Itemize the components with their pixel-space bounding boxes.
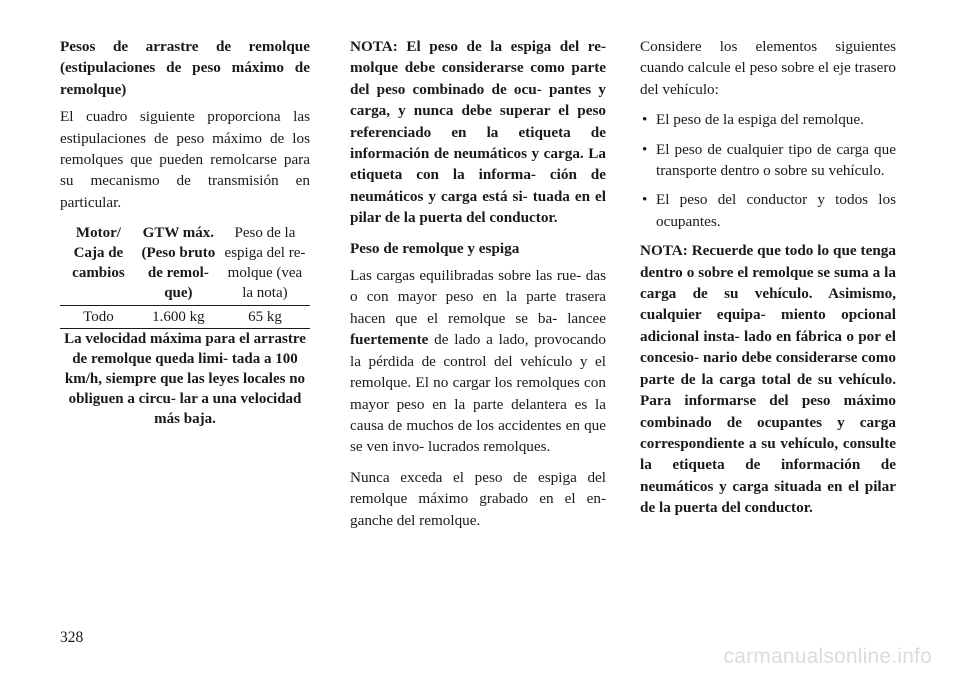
column-left: [60, 36, 310, 429]
table-cell-engine: Todo: [60, 306, 137, 329]
load-balance-text-end: de lado a lado, provocando la pérdida de control del vehículo y el remolque. El no cargar los remolques con mayor peso en la parte delantera es la causa de muchos de los accidentes en que se ven invo- lucrados remolques.: [350, 331, 606, 456]
site-watermark: carmanualsonline.info: [723, 645, 932, 668]
list-item: • El peso de la espiga del remolque.: [640, 109, 896, 130]
column-middle: [350, 36, 606, 540]
section-heading-trailer-weights: Pesos de arrastre de remolque (estipulaciones de peso máximo de remolque): [60, 38, 310, 98]
note-total-load: NOTA: Recuerde que todo lo que tenga dentro o sobre el remolque se suma a la carga de su vehículo. Asimismo, cualquier equipa- miento opcional adicional insta- lado en fábrica o por el concesio- nario debe considerarse como parte de la carga total de su vehículo. Para informarse del peso máximo combinado de ocupantes y carga correspondiente a su vehículo, consulte la etiqueta de información de neumáticos y carga situada en el pilar de la puerta del conductor.: [640, 242, 896, 517]
table-row: [60, 306, 310, 329]
table-cell-tongue-weight: 65 kg: [220, 306, 310, 329]
note-tongue-weight: NOTA: El peso de la espiga del re- molque debe considerarse como parte del peso combinado de ocu- pantes y carga, y nunca debe superar el peso referenciado en la etiqueta de información de neumáticos y carga. La etiqueta con la informa- ción de neumáticos y carga está si- tuada en el pilar de la puerta del conductor.: [350, 38, 606, 227]
axle-weight-intro: Considere los elementos siguientes cuando calcule el peso sobre el eje trasero del vehículo:: [640, 38, 896, 98]
max-tongue-weight-paragraph: Nunca exceda el peso de espiga del remolque máximo grabado en el en- ganche del remolque.: [350, 468, 606, 529]
table-header-row: [60, 223, 310, 306]
column-right: [640, 36, 896, 528]
load-balance-text-start: Las cargas equilibradas sobre las rue- das o con mayor peso en la parte trasera hacen que el remolque se ba- lancee: [350, 267, 606, 327]
page-number: 328: [60, 629, 84, 646]
table-speed-note: La velocidad máxima para el arrastre de remolque queda limi- tada a 100 km/h, siempre que las leyes locales no obliguen a circu- lar a una velocidad más baja.: [64, 331, 306, 428]
list-item: • El peso del conductor y todos los ocupantes.: [640, 189, 896, 232]
trailer-weight-table: [60, 223, 310, 429]
table-note-row: [60, 329, 310, 430]
table-header-engine: Motor/ Caja de cambios: [60, 223, 137, 306]
section-heading-trailer-tongue: Peso de remolque y espiga: [350, 239, 520, 257]
emphasis-word: fuertemente: [350, 331, 429, 349]
table-header-gtw: GTW máx. (Peso bruto de remol- que): [137, 223, 220, 306]
table-cell-gtw: 1.600 kg: [137, 306, 220, 329]
table-header-tongue-weight: Peso de la espiga del re- molque (vea la nota): [220, 223, 310, 306]
list-item: • El peso de cualquier tipo de carga que transporte dentro o sobre su vehículo.: [640, 139, 896, 182]
axle-weight-list: [640, 109, 896, 232]
intro-paragraph: El cuadro siguiente proporciona las estipulaciones de peso máximo de los remolques que pueden remolcarse para su mecanismo de transmisión en particular.: [60, 108, 310, 211]
load-balance-paragraph: [350, 265, 606, 458]
